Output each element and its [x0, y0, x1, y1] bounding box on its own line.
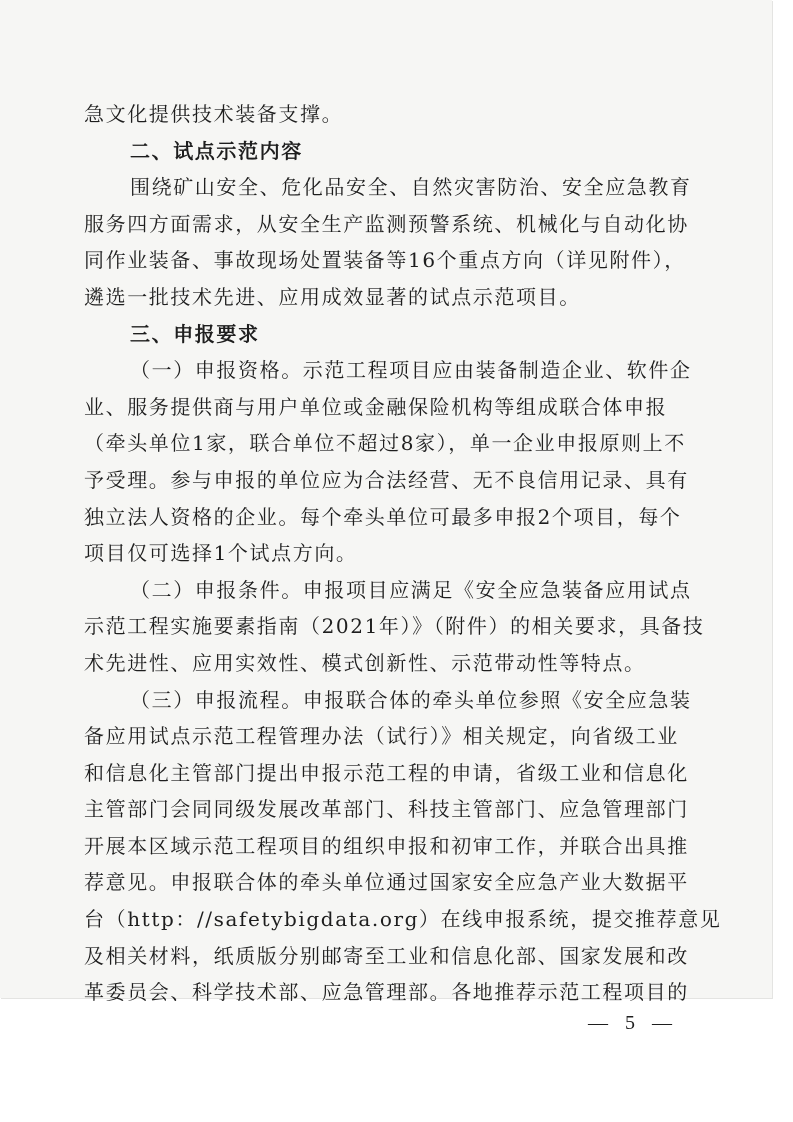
body-line: 示范工程实施要素指南（2021年）》（附件）的相关要求，具备技 [84, 614, 705, 639]
section-heading-content: 二、试点示范内容 [130, 138, 303, 163]
section-heading-requirements: 三、申报要求 [130, 321, 260, 346]
body-line: 台（http：//safetybigdata.org）在线申报系统，提交推荐意见 [84, 907, 722, 932]
body-line: 备应用试点示范工程管理办法（试行）》相关规定，向省级工业 [84, 724, 679, 749]
body-line: （二）申报条件。申报项目应满足《安全应急装备应用试点 [130, 577, 692, 602]
body-line: 急文化提供技术装备支撑。 [84, 102, 344, 126]
page-number: — 5 — [588, 1012, 678, 1034]
body-line: （牵头单位1家，联合单位不超过8家），单一企业申报原则上不 [84, 431, 686, 456]
body-line: 项目仅可选择1个试点方向。 [84, 541, 358, 566]
body-line: 同作业装备、事故现场处置装备等16个重点方向（详见附件）， [84, 248, 686, 273]
body-line: 遴选一批技术先进、应用成效显著的试点示范项目。 [84, 284, 581, 309]
body-line: 荐意见。申报联合体的牵头单位通过国家安全应急产业大数据平 [84, 870, 689, 895]
document-body [84, 96, 722, 1011]
body-line: 和信息化主管部门提出申报示范工程的申请，省级工业和信息化 [84, 760, 689, 785]
body-line: 革委员会、科学技术部、应急管理部。各地推荐示范工程项目的 [84, 980, 689, 1005]
body-line: 开展本区域示范工程项目的组织申报和初审工作，并联合出具推 [84, 833, 689, 858]
body-line: 主管部门会同同级发展改革部门、科技主管部门、应急管理部门 [84, 797, 689, 822]
body-line: 独立法人资格的企业。每个牵头单位可最多申报2个项目，每个 [84, 504, 682, 529]
body-line: （三）申报流程。申报联合体的牵头单位参照《安全应急装 [130, 687, 692, 712]
body-line: 服务四方面需求，从安全生产监测预警系统、机械化与自动化协 [84, 211, 689, 236]
body-line: 围绕矿山安全、危化品安全、自然灾害防治、安全应急教育 [130, 175, 692, 200]
body-line: 及相关材料，纸质版分别邮寄至工业和信息化部、国家发展和改 [84, 943, 689, 968]
body-line: 业、服务提供商与用户单位或金融保险机构等组成联合体申报 [84, 394, 668, 419]
body-line: 术先进性、应用实效性、模式创新性、示范带动性等特点。 [84, 650, 646, 675]
body-line: 予受理。参与申报的单位应为合法经营、无不良信用记录、具有 [84, 467, 689, 492]
body-line: （一）申报资格。示范工程项目应由装备制造企业、软件企 [130, 358, 692, 383]
